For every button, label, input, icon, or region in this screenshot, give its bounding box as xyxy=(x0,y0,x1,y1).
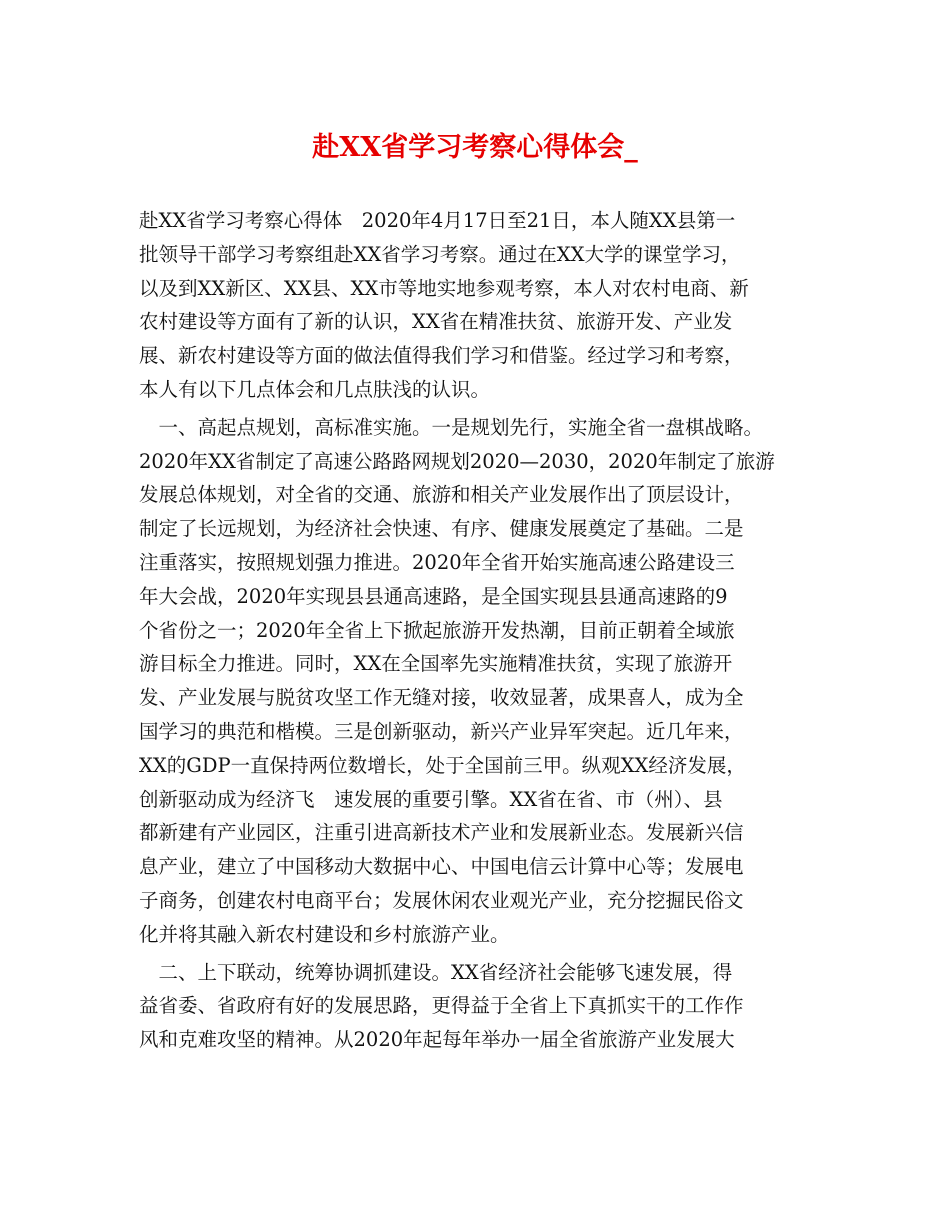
document-title: 赴XX省学习考察心得体会_ xyxy=(312,132,638,163)
body-line: 二、上下联动，统筹协调抓建设。XX省经济社会能够飞速发展，得 xyxy=(139,960,733,984)
body-line: 游目标全力推进。同时，XX在全国率先实施精准扶贫，实现了旅游开 xyxy=(139,652,733,676)
body-line: 展、新农村建设等方面的做法值得我们学习和借鉴。经过学习和考察， xyxy=(139,344,744,368)
body-line: 创新驱动成为经济飞 速发展的重要引擎。XX省在省、市（州）、县 xyxy=(139,787,723,811)
body-line: 注重落实，按照规划强力推进。2020年全省开始实施高速公路建设三 xyxy=(139,550,735,574)
body-line: 发展总体规划，对全省的交通、旅游和相关产业发展作出了顶层设计， xyxy=(139,483,744,507)
body-line: 个省份之一；2020年全省上下掀起旅游开发热潮，目前正朝着全域旅 xyxy=(139,618,735,642)
body-line: 息产业，建立了中国移动大数据中心、中国电信云计算中心等；发展电 xyxy=(139,855,744,879)
body-line: 都新建有产业园区，注重引进高新技术产业和发展新业态。发展新兴信 xyxy=(139,821,744,845)
body-line: 本人有以下几点体会和几点肤浅的认识。 xyxy=(139,377,491,401)
body-line: 一、高起点规划，高标准实施。一是规划先行，实施全省一盘棋战略。 xyxy=(139,415,764,439)
body-line: 赴XX省学习考察心得体 2020年4月17日至21日，本人随XX县第一 xyxy=(139,209,736,232)
body-line: 批领导干部学习考察组赴XX省学习考察。通过在XX大学的课堂学习， xyxy=(139,242,741,266)
body-line: 发、产业发展与脱贫攻坚工作无缝对接，收效显著，成果喜人，成为全 xyxy=(139,686,744,710)
body-line: 年大会战，2020年实现县县通高速路，是全国实现县县通高速路的9 xyxy=(139,584,728,608)
body-line: XX的GDP一直保持两位数增长，处于全国前三甲。纵观XX经济发展， xyxy=(139,753,746,777)
body-line: 2020年XX省制定了高速公路路网规划2020—2030，2020年制定了旅游 xyxy=(139,449,775,473)
body-line: 国学习的典范和楷模。三是创新驱动，新兴产业异军突起。近几年来， xyxy=(139,719,744,743)
body-line: 以及到XX新区、XX县、XX市等地实地参观考察，本人对农村电商、新 xyxy=(139,276,749,300)
body-line: 制定了长远规划，为经济社会快速、有序、健康发展奠定了基础。二是 xyxy=(139,517,744,541)
document-body xyxy=(139,204,829,1057)
body-line: 子商务，创建农村电商平台；发展休闲农业观光产业，充分挖掘民俗文 xyxy=(139,888,744,912)
body-line: 风和克难攻坚的精神。从2020年起每年举办一届全省旅游产业发展大 xyxy=(139,1028,735,1052)
body-line: 益省委、省政府有好的发展思路，更得益于全省上下真抓实干的工作作 xyxy=(139,994,744,1018)
body-line: 化并将其融入新农村建设和乡村旅游产业。 xyxy=(139,922,510,946)
body-line: 农村建设等方面有了新的认识，XX省在精准扶贫、旅游开发、产业发 xyxy=(139,310,733,334)
